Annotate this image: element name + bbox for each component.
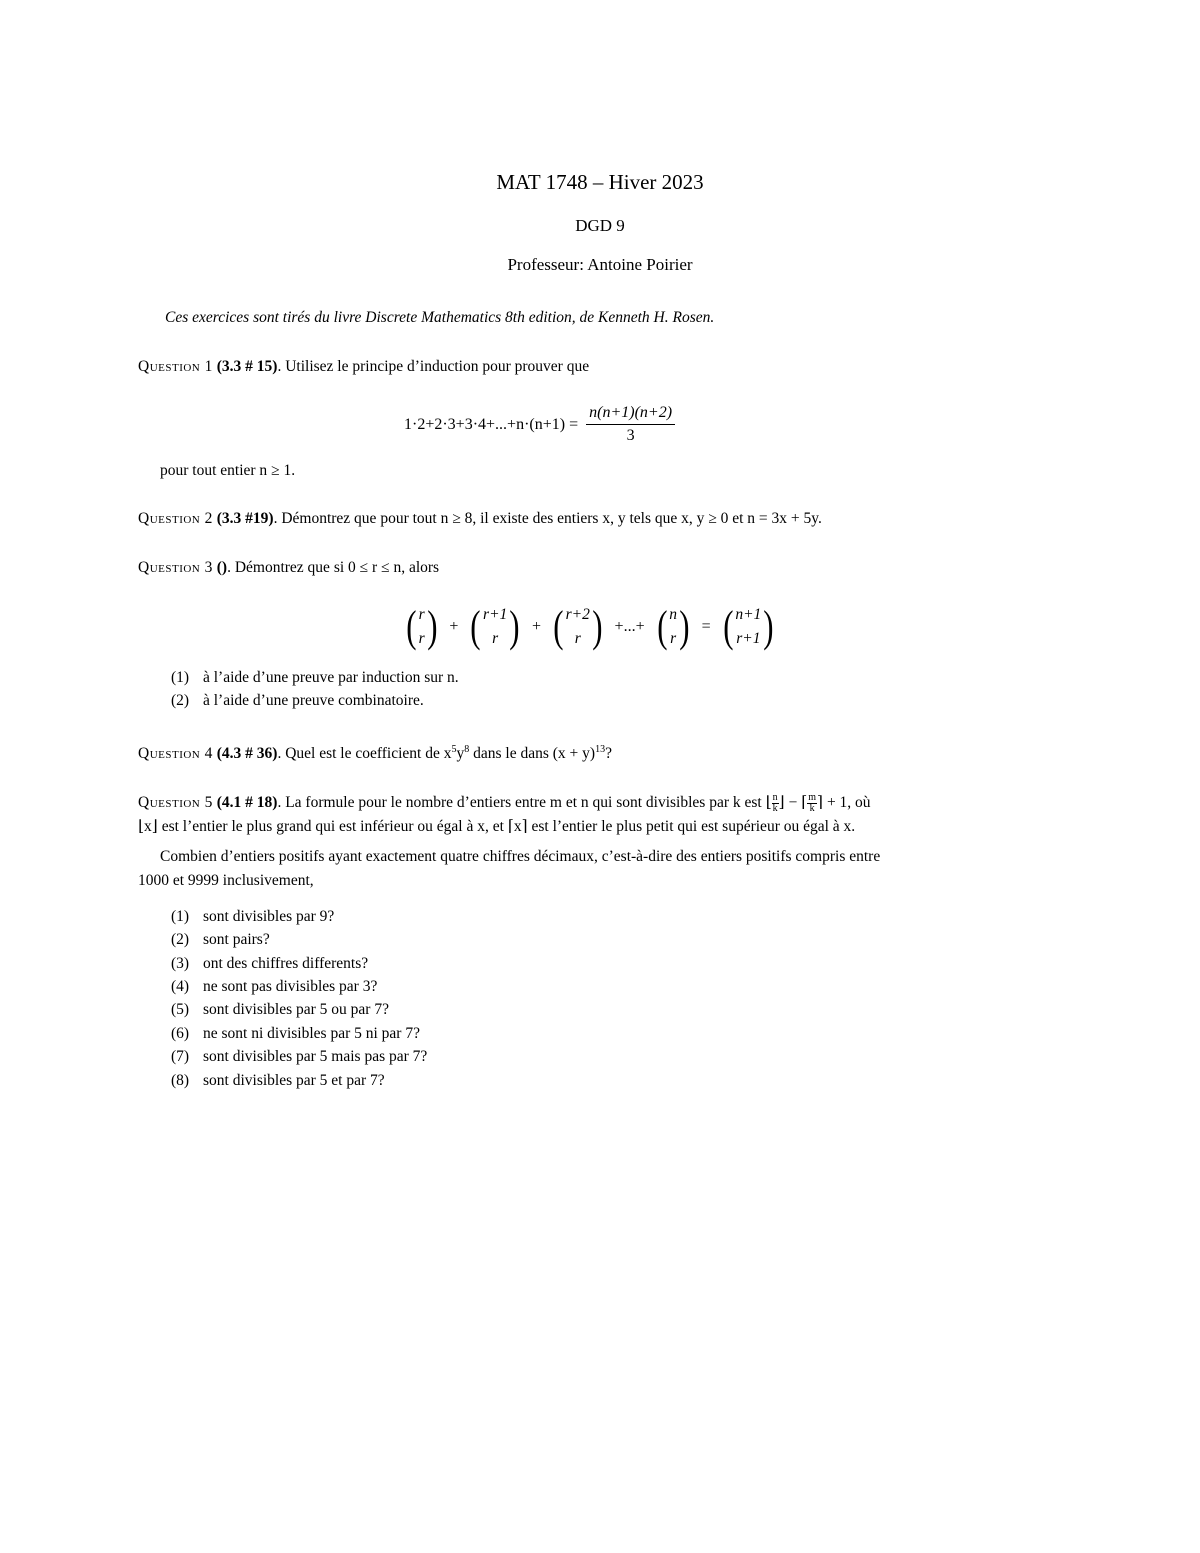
question-1-equation	[400, 404, 675, 445]
binomial-top: r+2	[565, 606, 590, 623]
question-1	[138, 358, 589, 376]
question-4-text: ?	[605, 745, 612, 763]
binomial-top: r	[418, 606, 425, 623]
question-4	[138, 744, 612, 763]
list-number: (1)	[171, 669, 190, 686]
binomial-5: ( n+1 r+1 )	[722, 602, 774, 651]
question-5-line-2: ⌊x⌋ est l’entier le plus grand qui est inférieur ou égal à x, et ⌈x⌉ est l’entier le plus petit qui est supérieur ou égal à x.	[138, 818, 856, 835]
question-4-text: . Quel est le coefficient de x	[277, 745, 452, 763]
question-5-paragraph-cont: 1000 et 9999 inclusivement,	[138, 872, 314, 889]
list-text: à l’aide d’une preuve par induction sur n.	[203, 669, 459, 686]
list-number: (4)	[171, 978, 190, 995]
question-1-condition: pour tout entier n ≥ 1.	[160, 462, 296, 479]
question-1-text: . Utilisez le principe d’induction pour prouver que	[277, 358, 590, 375]
list-item	[171, 669, 459, 687]
list-text: à l’aide d’une preuve combinatoire.	[203, 692, 424, 709]
binomial-top: n+1	[735, 606, 762, 623]
binomial-1: ( r r )	[406, 602, 438, 651]
exponent: 5	[451, 744, 457, 755]
question-3-text: . Démontrez que si 0 ≤ r ≤ n, alors	[227, 559, 440, 576]
question-1-label: Question 1	[138, 358, 213, 375]
list-item	[171, 1001, 389, 1019]
list-number: (7)	[171, 1048, 190, 1065]
equation-fraction	[586, 404, 675, 445]
question-2-ref: (3.3 #19)	[216, 510, 274, 527]
list-item	[171, 1048, 427, 1066]
list-number: (1)	[171, 908, 190, 925]
question-4-text: y	[456, 745, 465, 763]
list-item	[171, 1025, 420, 1043]
list-item	[171, 692, 424, 710]
question-3-equation	[402, 603, 778, 651]
question-4-text: dans le dans (x + y)	[469, 745, 596, 763]
question-5	[138, 793, 871, 814]
list-text: ne sont pas divisibles par 3?	[203, 978, 378, 995]
binomial-bottom: r	[670, 630, 677, 647]
fraction-denominator: k	[772, 803, 778, 814]
binomial-bottom: r+1	[736, 630, 761, 647]
question-2	[138, 510, 822, 528]
professor-line: Professeur: Antoine Poirier	[507, 255, 693, 274]
question-5-text: . La formule pour le nombre d’entiers entre m et n qui sont divisibles par k est ⌊	[277, 794, 772, 812]
small-fraction	[807, 793, 817, 814]
exponent: 13	[595, 744, 606, 755]
list-item	[171, 978, 377, 996]
list-text: sont divisibles par 5 ou par 7?	[203, 1001, 389, 1018]
question-5-ref: (4.1 # 18)	[216, 794, 278, 812]
list-text: sont divisibles par 5 mais pas par 7?	[203, 1048, 428, 1065]
document-title: MAT 1748 – Hiver 2023	[496, 170, 704, 194]
fraction-numerator: n(n+1)(n+2)	[586, 404, 675, 425]
question-5-text: ⌋ − ⌈	[778, 794, 808, 812]
question-3	[138, 559, 439, 577]
binomial-2: ( r+1 r )	[470, 602, 520, 651]
list-item	[171, 1072, 385, 1090]
question-4-label: Question 4	[138, 745, 213, 763]
small-fraction	[772, 793, 779, 814]
binomial-top: r+1	[483, 606, 508, 623]
list-text: ne sont ni divisibles par 5 ni par 7?	[203, 1025, 420, 1042]
list-item	[171, 955, 368, 973]
list-text: sont divisibles par 9?	[203, 908, 335, 925]
list-number: (2)	[171, 692, 190, 709]
binomial-3: ( r+2 r )	[553, 602, 603, 651]
question-5-text: ⌉ + 1, où	[817, 794, 871, 812]
binomial-bottom: r	[574, 630, 581, 647]
plus-sign: +	[531, 618, 541, 635]
fraction-numerator: m	[808, 792, 817, 803]
question-5-paragraph: Combien d’entiers positifs ayant exactement quatre chiffres décimaux, c’est-à-dire des entiers positifs compris entre	[160, 848, 881, 865]
binomial-4: ( n r )	[656, 602, 690, 651]
question-2-label: Question 2	[138, 510, 213, 527]
list-number: (6)	[171, 1025, 190, 1042]
question-1-ref: (3.3 # 15)	[216, 358, 278, 375]
binomial-bottom: r	[418, 630, 425, 647]
plus-sign: +	[449, 618, 459, 635]
list-text: sont pairs?	[203, 931, 270, 948]
binomial-bottom: r	[492, 630, 499, 647]
fraction-denominator: 3	[626, 427, 635, 444]
ellipsis-sum: +...+	[614, 618, 645, 635]
list-number: (3)	[171, 955, 190, 972]
list-item	[171, 908, 334, 926]
binomial-top: n	[669, 606, 677, 623]
list-item	[171, 931, 270, 949]
equation-lhs: 1·2+2·3+3·4+...+n·(n+1) =	[404, 415, 579, 433]
fraction-numerator: n	[772, 792, 778, 803]
list-number: (8)	[171, 1072, 190, 1089]
fraction-denominator: k	[809, 803, 815, 814]
question-4-ref: (4.3 # 36)	[216, 745, 278, 763]
question-3-label: Question 3	[138, 559, 213, 576]
question-5-label: Question 5	[138, 794, 213, 812]
question-2-text: . Démontrez que pour tout n ≥ 8, il existe des entiers x, y tels que x, y ≥ 0 et n = 3x + 5y.	[273, 510, 822, 527]
exponent: 8	[464, 744, 470, 755]
list-text: ont des chiffres differents?	[203, 955, 369, 972]
question-3-ref: ()	[216, 559, 228, 576]
equals-sign: =	[701, 618, 711, 635]
list-text: sont divisibles par 5 et par 7?	[203, 1072, 385, 1089]
intro-note: Ces exercices sont tirés du livre Discrete Mathematics 8th edition, de Kenneth H. Rosen.	[165, 309, 715, 326]
list-number: (5)	[171, 1001, 190, 1018]
document-subtitle: DGD 9	[575, 216, 625, 235]
list-number: (2)	[171, 931, 190, 948]
